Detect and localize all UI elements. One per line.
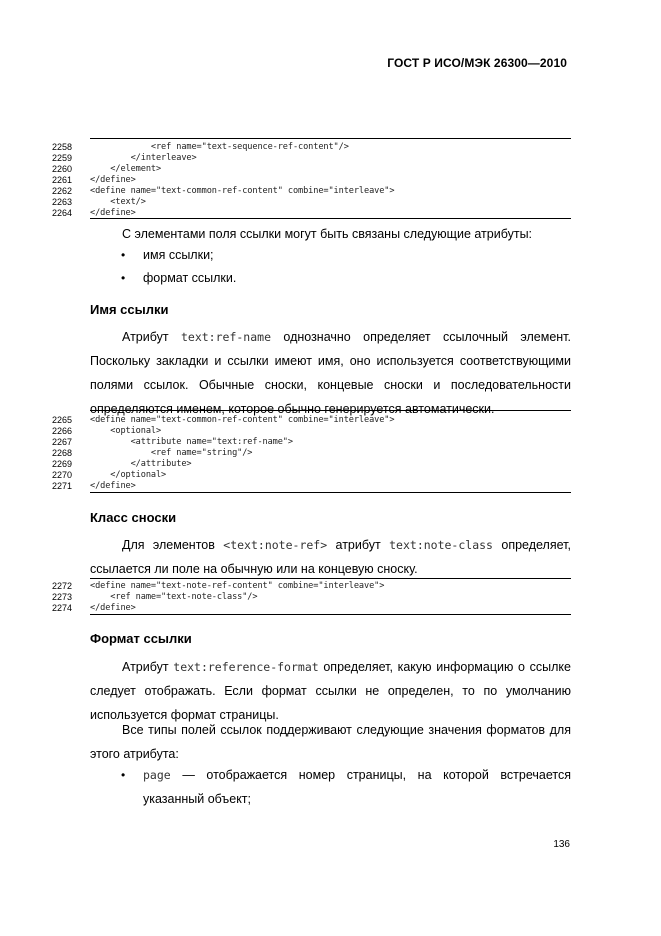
code-text: <attribute name="text:ref-name"> [90,437,293,447]
line-number: 2270 [52,470,73,480]
bullet-marker: • [121,768,126,782]
code-text: <define name="text-common-ref-content" combine="interleave"> [90,415,395,425]
code-text: </optional> [90,470,167,480]
line-number: 2259 [52,153,73,163]
document-header: ГОСТ Р ИСО/МЭК 26300—2010 [387,56,567,70]
line-number: 2266 [52,426,73,436]
code-text: <define name="text-common-ref-content" combine="interleave"> [90,186,395,196]
line-number: 2272 [52,581,73,591]
line-number: 2263 [52,197,73,207]
code-text: </element> [90,164,162,174]
code-text: </define> [90,481,136,491]
line-number: 2260 [52,164,73,174]
bullet-item: имя ссылки; [143,248,214,262]
code-text: <text/> [90,197,146,207]
line-number: 2274 [52,603,73,613]
inline-code: text:reference-format [173,660,319,674]
line-number: 2269 [52,459,73,469]
inline-code: text:note-class [389,538,493,552]
line-number: 2271 [52,481,73,491]
code-text: </interleave> [90,153,197,163]
code-text: </define> [90,208,136,218]
code-text: <define name="text-note-ref-content" combine="interleave"> [90,581,385,591]
section-heading-format: Формат ссылки [90,631,192,646]
code-top-rule [90,138,571,139]
note-class-paragraph: Для элементов <text:note-ref> атрибут text:note-class определяет, ссылается ли поле на обычную или на концевую сноску. [90,538,571,576]
bullet-marker: • [121,248,126,262]
code-bottom-rule [90,492,571,493]
page-number: 136 [553,839,570,850]
ref-name-paragraph: Атрибут text:ref-name однозначно определяет ссылочный элемент. Поскольку закладки и ссылки имеют имя, оно используется соответствующими полями ссылок. Обычные сноски, концевые сноски и последовательности определяются именем, которое обычно генерируется автоматически. [90,330,571,416]
line-number: 2267 [52,437,73,447]
line-number: 2273 [52,592,73,602]
inline-code: text:ref-name [180,330,271,344]
line-number: 2265 [52,415,73,425]
code-text: <ref name="text-note-class"/> [90,592,258,602]
inline-code: <text:note-ref> [223,538,328,552]
line-number: 2258 [52,142,73,152]
code-top-rule [90,578,571,579]
format-paragraph-1: Атрибут text:reference-format определяет, какую информацию о ссылке следует отображать. Если формат ссылки не определен, то по умолчанию используется формат страницы. [90,660,571,722]
line-number: 2264 [52,208,73,218]
code-bottom-rule [90,614,571,615]
line-number: 2262 [52,186,73,196]
format-paragraph-2: Все типы полей ссылок поддерживают следующие значения форматов для этого атрибута: [90,723,571,761]
code-text: <optional> [90,426,162,436]
section-heading-note-class: Класс сноски [90,510,177,525]
code-top-rule [90,410,571,411]
intro-paragraph: С элементами поля ссылки могут быть связаны следующие атрибуты: [122,227,533,241]
code-text: </define> [90,175,136,185]
code-text: <ref name="text-sequence-ref-content"/> [90,142,349,152]
section-heading-ref-name: Имя ссылки [90,302,169,317]
bullet-item: формат ссылки. [143,271,237,285]
code-text: </attribute> [90,459,192,469]
line-number: 2261 [52,175,73,185]
bullet-item-page: page — отображается номер страницы, на которой встречается указанный объект; [143,768,571,806]
inline-code: page [143,768,171,782]
line-number: 2268 [52,448,73,458]
code-bottom-rule [90,218,571,219]
code-text: <ref name="string"/> [90,448,253,458]
code-text: </define> [90,603,136,613]
bullet-marker: • [121,271,126,285]
